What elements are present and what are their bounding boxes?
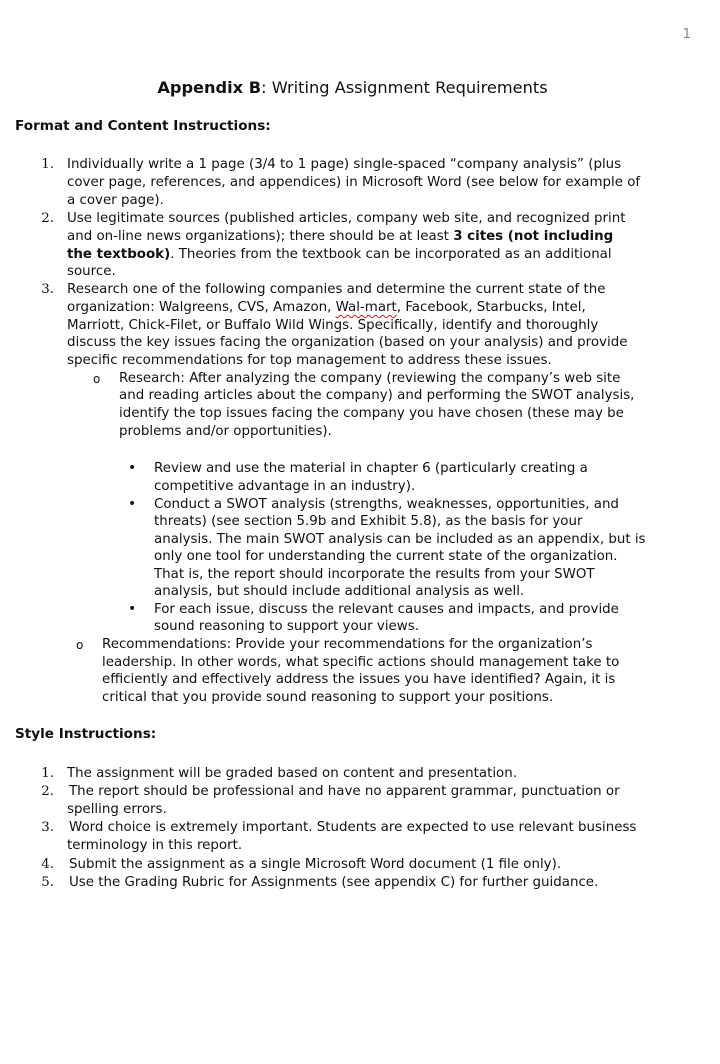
list-item-line: Research one of the following companies and determine the current state of the: [67, 282, 606, 297]
list-item-line: The report should be professional and have no apparent grammar, punctuation or: [69, 784, 620, 799]
list-item-line: Word choice is extremely important. Students are expected to use relevant business: [69, 820, 637, 835]
list-number: 2.: [41, 211, 54, 226]
list-number: 1.: [41, 157, 54, 172]
cites-emphasis: 3 cites (not including: [453, 229, 614, 244]
list-item-line: sound reasoning to support your views.: [154, 619, 419, 634]
bullet-icon: •: [128, 460, 137, 476]
list-item-line: cover page, references, and appendices) in Microsoft Word (see below for example of: [67, 175, 641, 190]
list-item-line: Use the Grading Rubric for Assignments (see appendix C) for further guidance.: [69, 875, 599, 890]
list-item-line: spelling errors.: [67, 802, 167, 817]
list-item-line: source.: [67, 264, 116, 279]
spellcheck-word: Wal-mart: [335, 300, 397, 315]
list-item-line: only one tool for understanding the current state of the organization.: [154, 549, 618, 564]
list-item-line: threats) (see section 5.9b and Exhibit 5.8), as the basis for your: [154, 514, 583, 529]
list-item-line: discuss the key issues facing the organization (based on your analysis) and provide: [67, 335, 628, 350]
list-item-line: Conduct a SWOT analysis (strengths, weaknesses, opportunities, and: [154, 497, 619, 512]
textbook-emphasis: the textbook): [67, 247, 171, 262]
list-number: 4.: [41, 857, 54, 872]
list-item-line: For each issue, discuss the relevant causes and impacts, and provide: [154, 602, 619, 617]
list-item-line: Individually write a 1 page (3/4 to 1 page) single-spaced “company analysis” (plus: [67, 157, 622, 172]
list-item-line: Submit the assignment as a single Microsoft Word document (1 file only).: [69, 857, 562, 872]
title-rest: : Writing Assignment Requirements: [261, 78, 548, 97]
list-item-line: Recommendations: Provide your recommendations for the organization’s: [102, 637, 593, 652]
list-item-line: That is, the report should incorporate the results from your SWOT: [154, 567, 595, 582]
style-heading: Style Instructions:: [15, 726, 157, 742]
bullet-icon: •: [128, 601, 137, 617]
list-item-line: analysis. The main SWOT analysis can be included as an appendix, but is: [154, 532, 646, 547]
list-item-line: efficiently and effectively address the issues you have identified? Again, it is: [102, 672, 616, 687]
list-number: 3.: [41, 820, 54, 835]
list-item-line: The assignment will be graded based on content and presentation.: [67, 766, 517, 781]
list-item-line: terminology in this report.: [67, 838, 243, 853]
list-number: 1.: [41, 766, 54, 781]
list-item-line: Use legitimate sources (published articles, company web site, and recognized print: [67, 211, 626, 226]
list-item-line: organization: Walgreens, CVS, Amazon, Wal-mart, Facebook, Starbucks, Intel,: [67, 300, 586, 315]
list-number: 2.: [41, 784, 54, 799]
circle-bullet-icon: o: [76, 638, 84, 652]
bullet-icon: •: [128, 496, 137, 512]
list-item-line: the textbook). Theories from the textbook can be incorporated as an additional: [67, 247, 612, 262]
list-item-line: competitive advantage in an industry).: [154, 479, 416, 494]
circle-bullet-icon: o: [93, 372, 101, 386]
list-item-line: and reading articles about the company) and performing the SWOT analysis,: [119, 388, 635, 403]
list-number: 3.: [41, 282, 54, 297]
list-item-line: specific recommendations for top management to address these issues.: [67, 353, 552, 368]
page-title: [0, 77, 705, 98]
list-item-line: problems and/or opportunities).: [119, 424, 332, 439]
format-heading: Format and Content Instructions:: [15, 118, 271, 134]
list-item-line: analysis, but should include additional analysis as well.: [154, 584, 525, 599]
list-item-line: Review and use the material in chapter 6 (particularly creating a: [154, 461, 588, 476]
list-item-line: critical that you provide sound reasoning to support your positions.: [102, 690, 554, 705]
title-bold: Appendix B: [157, 78, 262, 97]
list-number: 5.: [41, 875, 54, 890]
list-item-line: leadership. In other words, what specific actions should management take to: [102, 655, 620, 670]
list-item-line: Research: After analyzing the company (reviewing the company’s web site: [119, 371, 621, 386]
list-item-line: a cover page).: [67, 193, 164, 208]
list-item-line: and on-line news organizations); there should be at least 3 cites (not including: [67, 229, 614, 244]
page-number: 1: [682, 27, 691, 42]
list-item-line: identify the top issues facing the company you have chosen (these may be: [119, 406, 624, 421]
list-item-line: Marriott, Chick-Filet, or Buffalo Wild Wings. Specifically, identify and thoroughly: [67, 318, 599, 333]
